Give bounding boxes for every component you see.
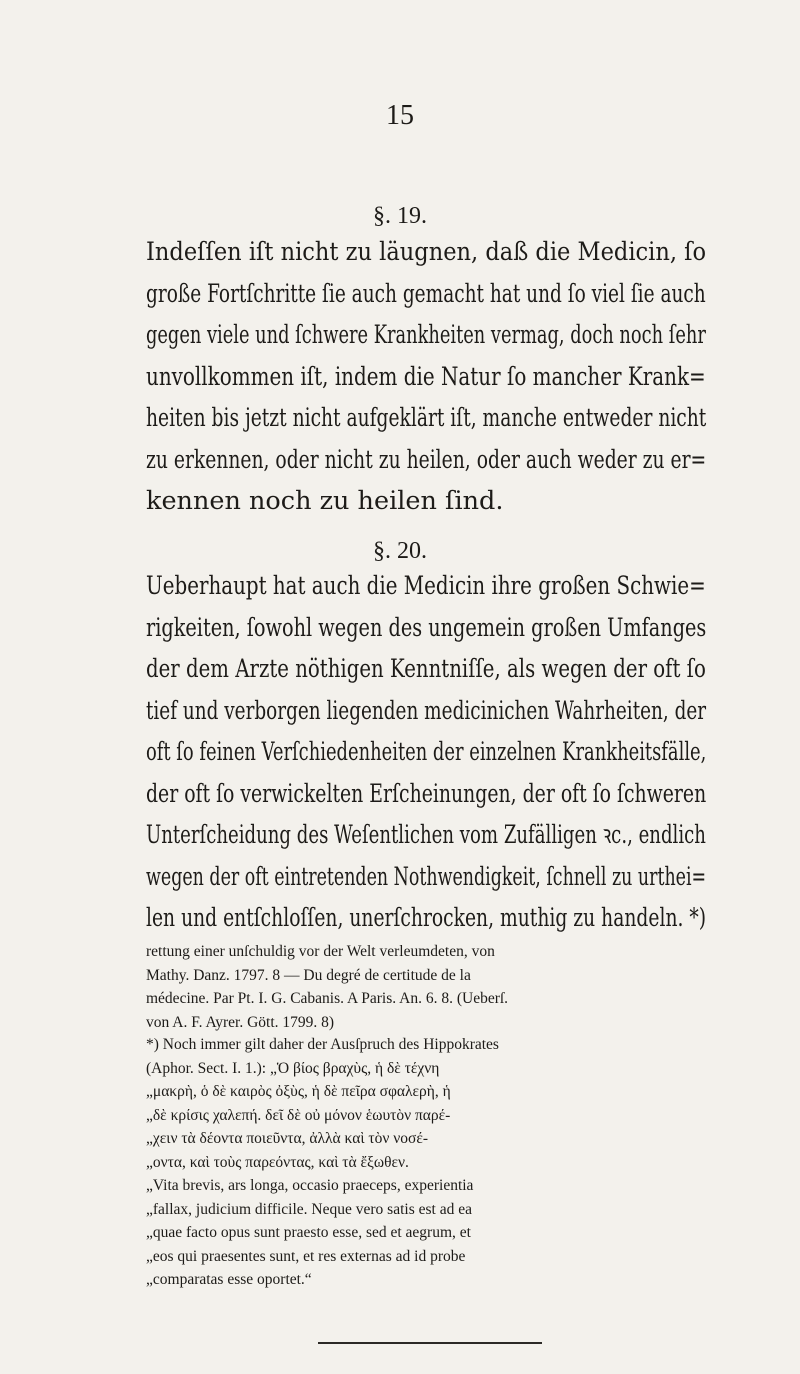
bottom-rule	[318, 1342, 542, 1344]
text-line: zu erkennen, oder nicht zu heilen, oder auch weder zu er=	[146, 444, 707, 475]
footnote-line: *) Noch immer gilt daher der Ausſpruch des Hippokrates	[146, 1036, 499, 1053]
footnote-line: médecine. Par Pt. I. G. Cabanis. A Paris. An. 6. 8. (Ueberſ.	[146, 990, 509, 1007]
text-line: wegen der oft eintretenden Nothwendigkeit, ſchnell zu urthei=	[146, 861, 707, 892]
text-line: oft ſo feinen Verſchiedenheiten der einzelnen Krankheitsfälle,	[146, 737, 707, 767]
text-line: kennen noch zu heilen ſind.	[146, 486, 504, 516]
footnote-line: von A. F. Ayrer. Gött. 1799. 8)	[146, 1013, 335, 1031]
text-line: Indeſſen iſt nicht zu läugnen, daß die Medicin, ſo	[146, 237, 707, 267]
footnote-line: „δὲ κρίσις χαλεπή. δεῖ δὲ οὐ μόνον ἑωυτὸν παρέ-	[146, 1106, 451, 1124]
footnote-line: „fallax, judicium difficile. Neque vero satis est ad ea	[146, 1200, 472, 1218]
text-line: gegen viele und ſchwere Krankheiten vermag, doch noch ſehr	[146, 320, 706, 350]
text-line: der dem Arzte nöthigen Kenntniſſe, als wegen der oft ſo	[146, 654, 706, 684]
text-line: len und entſchloſſen, unerſchrocken, muthig zu handeln. *)	[146, 903, 707, 933]
section-19-paragraph	[146, 232, 706, 523]
text-line: unvollkommen iſt, indem die Natur ſo mancher Krank=	[146, 361, 706, 392]
section-19-heading: §. 19.	[373, 203, 427, 229]
section-20-paragraph	[146, 566, 706, 940]
text-line: Ueberhaupt hat auch die Medicin ihre großen Schwie=	[146, 571, 706, 601]
footnote-line: „Vita brevis, ars longa, occasio praeceps, experientia	[146, 1177, 474, 1194]
footnote-line: „quae facto opus sunt praesto esse, sed et aegrum, et	[146, 1224, 471, 1241]
text-line: Unterſcheidung des Weſentlichen vom Zufälligen ꝛc., endlich	[146, 820, 706, 850]
footnote-line: rettung einer unſchuldig vor der Welt verleumdeten, von	[146, 943, 495, 960]
section-20-heading: §. 20.	[373, 538, 427, 564]
text-line: große Fortſchritte ſie auch gemacht hat und ſo viel ſie auch	[146, 278, 706, 309]
footnote-line: Mathy. Danz. 1797. 8 — Du degré de certitude de la	[146, 966, 471, 984]
footnote-continuation	[146, 940, 721, 1034]
text-line: tief und verborgen liegenden medicinichen Wahrheiten, der	[146, 695, 707, 726]
footnote-line: „μακρὴ, ὁ δὲ καιρὸς ὀξὺς, ἡ δὲ πεῖρα σφαλερὴ, ἡ	[146, 1083, 451, 1100]
page-number: 15	[386, 100, 414, 131]
footnote	[146, 1033, 721, 1292]
footnote-line: „χειν τὰ δέοντα ποιεῦντα, ἀλλὰ καὶ τὸν νοσέ-	[146, 1130, 429, 1147]
footnote-line: „eos qui praesentes sunt, et res externas ad id probe	[146, 1247, 466, 1265]
footnote-line: „οντα, καὶ τοὺς παρεόντας, καὶ τὰ ἔξωθεν.	[146, 1153, 409, 1171]
footnote-line: (Aphor. Sect. I. 1.): „Ὁ βίος βραχὺς, ἡ δὲ τέχνη	[146, 1059, 440, 1077]
text-line: rigkeiten, ſowohl wegen des ungemein großen Umfanges	[146, 612, 707, 643]
text-line: der oft ſo verwickelten Erſcheinungen, der oft ſo ſchweren	[146, 778, 707, 809]
footnote-line: „comparatas esse oportet.“	[146, 1271, 312, 1288]
text-line: heiten bis jetzt nicht aufgeklärt iſt, manche entweder nicht	[146, 403, 707, 433]
